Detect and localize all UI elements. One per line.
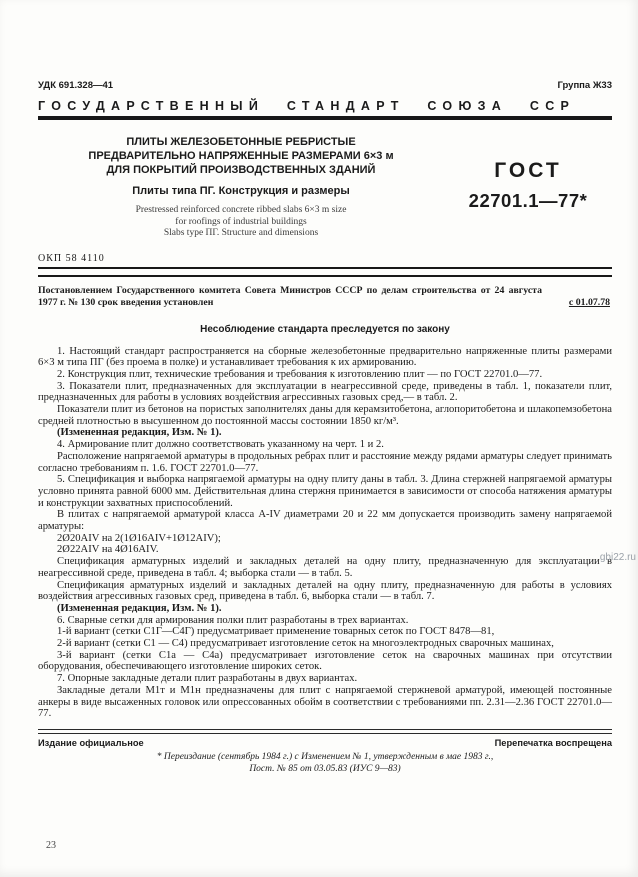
paragraph: 5. Спецификация и выборка напрягаемой арматуры на одну плиту даны в табл. 3. Длина стержней напрягаемой арматуры условно принята равной 6000 мм. Действительная длина стержня принимается в зависимости от способа натяжения арматуры и конструкции захватных приспособлений. [38, 474, 612, 509]
meta-row [38, 80, 612, 91]
double-rule [38, 267, 612, 277]
rebar-substitution-formula: 2Ø20АIV на 2(1Ø16АIV+1Ø12АIV); [57, 532, 221, 544]
footer-row [38, 738, 612, 748]
page-number: 23 [46, 840, 56, 851]
paragraph: 3. Показатели плит, предназначенных для эксплуатации в неагрессивной среде, приведены в табл. 1, показатели плит, предназначенных для работы в условиях воздействия агрессивных газовых сред,— в табл. 2. [38, 380, 612, 404]
amendment-note: (Измененная редакция, Изм. № 1). [57, 427, 222, 439]
paragraph: 1. Настоящий стандарт распространяется на сборные железобетонные предварительно напряженные плиты размерами 6×3 м типа ПГ (без проема в полке) и устанавливает требования к их армированию. [38, 345, 612, 369]
footer-rule [38, 729, 612, 734]
title-subtitle: Плиты типа ПГ. Конструкция и размеры [132, 185, 350, 197]
gost-code-label: ГОСТ [494, 159, 562, 182]
rebar-substitution-formula: 2Ø22АIV на 4Ø16АIV. [57, 544, 159, 556]
gost-code-number: 22701.1—77* [468, 190, 588, 211]
amendment-note: (Измененная редакция, Изм. № 1). [57, 602, 222, 614]
page-content [38, 80, 612, 775]
paragraph: Спецификация арматурных изделий и закладных деталей на одну плиту, предназначенную для работы в условиях воздействия агрессивных газовых сред, приведена в табл. 6, выборка стали — в табл. 7. [38, 579, 612, 603]
footnote-line: Пост. № 85 от 03.05.83 (ИУС 9—83) [249, 764, 401, 774]
paragraph: Спецификация арматурных изделий и закладных деталей на одну плиту, предназначенную для эксплуатации в неагрессивной среде, приведена в табл. 4; выборка стали — в табл. 5. [38, 556, 612, 579]
paragraph: 2. Конструкция плит, технические требования и требования к изготовлению плит — по ГОСТ 22701.0—77. [57, 368, 543, 380]
paragraph: Показатели плит из бетонов на пористых заполнителях даны для керамзитобетона, аглопоритобетона и шлакопемзобетона средней плотностью в высушенном до постоянной массы состоянии 1850 кг/м³. [38, 404, 612, 427]
body-text [38, 346, 612, 721]
decree-text: Постановлением Государственного комитета Совета Министров СССР по делам строительства от 24 августа 1977 г. № 130 срок введения установлен [38, 284, 542, 308]
standard-org-header: ГОСУДАРСТВЕННЫЙ СТАНДАРТ СОЮЗА ССР [38, 99, 576, 113]
title-line: ПРЕДВАРИТЕЛЬНО НАПРЯЖЕННЫЕ РАЗМЕРАМИ 6×3 м [88, 150, 394, 162]
title-english [40, 205, 442, 240]
group-code: Группа Ж33 [557, 80, 612, 91]
udk-code: УДК 691.328—41 [38, 80, 114, 91]
title-line: ДЛЯ ПОКРЫТИЙ ПРОИЗВОДСТВЕННЫХ ЗДАНИЙ [106, 164, 376, 176]
paragraph: Закладные детали М1т и М1н предназначены для плит с напрягаемой стержневой арматурой, имеющей постоянные анкеры в виде высаженных головок или опрессованных обойм в соответствии с требованиями пп. 2.31—2.36 ГОСТ 22701.0—77. [38, 684, 612, 720]
footnote-line: * Переиздание (сентябрь 1984 г.) с Изменением № 1, утвержденным в мае 1983 г., [156, 752, 494, 762]
effective-date: с 01.07.78 [568, 297, 610, 308]
footer-reprint: Перепечатка воспрещена [494, 738, 612, 748]
footer-official: Издание официальное [38, 738, 144, 748]
english-title-line: for roofings of industrial buildings [175, 216, 307, 227]
paragraph: 4. Армирование плит должно соответствовать указанному на черт. 1 и 2. [57, 439, 384, 451]
watermark: gbi22.ru [599, 552, 636, 563]
paragraph: В плитах с напрягаемой арматурой класса А-IV диаметрами 20 и 22 мм допускается производить замену напрягаемой арматуры: [38, 509, 612, 533]
title-russian [40, 135, 442, 177]
paragraph: 6. Сварные сетки для армирования полки плит разработаны в трех вариантах. [57, 614, 409, 626]
title-area [38, 135, 612, 240]
paragraph: 2-й вариант (сетки С1 — С4) предусматривает изготовление сеток на многоэлектродных сварочных машинах, [57, 638, 554, 650]
paragraph: 3-й вариант (сетки С1а — С4а) предусматривает изготовление сеток на сварочных машинах при отсутствии оборудования, обеспечивающего изготовление широких сеток. [38, 649, 612, 673]
paragraph: 7. Опорные закладные детали плит разработаны в двух вариантах. [57, 673, 358, 685]
english-title-line: Prestressed reinforced concrete ribbed slabs 6×3 m size [135, 205, 347, 215]
title-block [38, 135, 444, 240]
reissue-footnote [38, 751, 612, 775]
decree-block [38, 285, 612, 310]
gost-code-block [444, 135, 612, 212]
english-title-line: Slabs type ПГ. Structure and dimensions [163, 228, 319, 238]
title-line: ПЛИТЫ ЖЕЛЕЗОБЕТОННЫЕ РЕБРИСТЫЕ [126, 136, 356, 148]
paragraph: Расположение напрягаемой арматуры в продольных ребрах плит и расстояние между рядами арматуры следует принимать согласно требованиям п. 1.6. ГОСТ 22701.0—77. [38, 450, 612, 474]
header-rule [38, 116, 612, 120]
paragraph: 1-й вариант (сетки С1Г—С4Г) предусматривает применение товарных сеток по ГОСТ 8478—81, [57, 626, 495, 638]
okp-code: ОКП 58 4110 [38, 252, 105, 264]
law-notice: Несоблюдение стандарта преследуется по закону [200, 323, 450, 335]
